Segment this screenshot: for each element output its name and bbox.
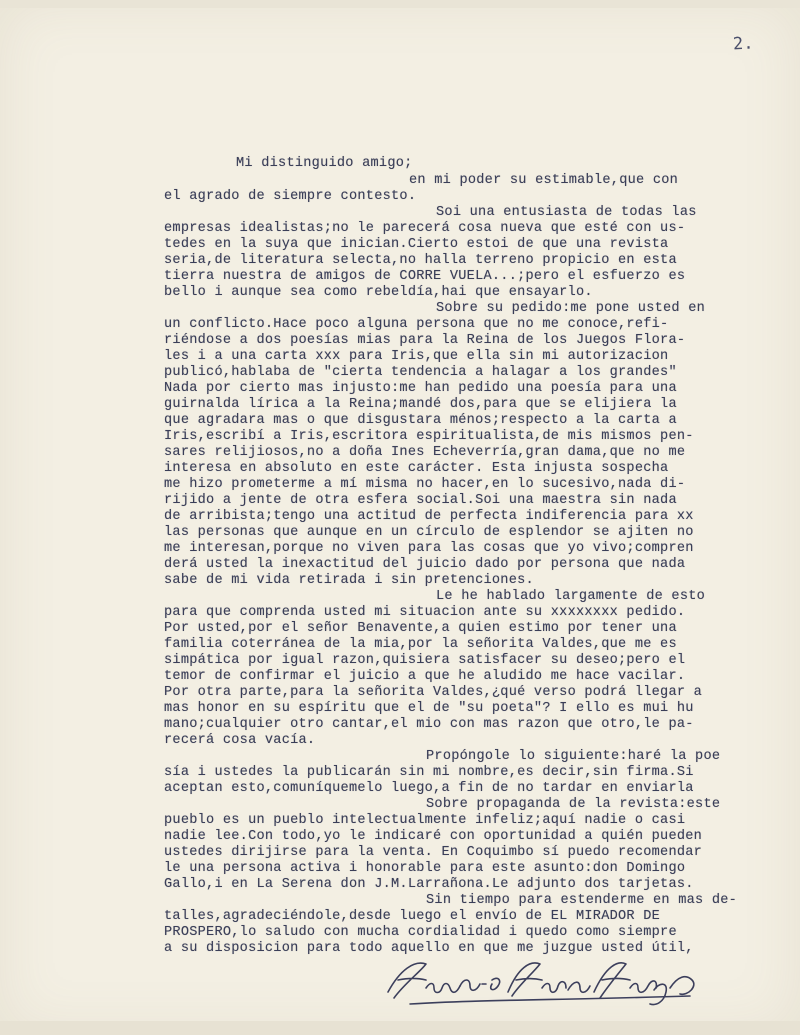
letter-line: Propóngole lo siguiente:haré la poe: [426, 749, 721, 764]
letter-line: pueblo es un pueblo intelectualmente infeliz;aquí nadie o casi: [164, 813, 686, 828]
letter-line: sía i ustedes la publicarán sin mi nombre,es decir,sin firma.Si: [164, 765, 694, 780]
letter-line: Nada por cierto mas injusto:me han pedido una poesía para una: [164, 381, 677, 396]
letter-line: tedes en la suya que inician.Cierto estoi de que una revista: [164, 237, 669, 252]
letter-line: en mi poder su estimable,que con: [409, 173, 679, 188]
letter-line: nadie lee.Con todo,yo le indicaré con oportunidad a quién pueden: [164, 829, 703, 844]
letter-line: recerá cosa vacía.: [164, 733, 316, 748]
letter-line: publicó,hablaba de "cierta tendencia a halagar a los grandes": [164, 365, 677, 380]
letter-line: simpática por igual razon,quisiera satisfacer su deseo;pero el: [164, 653, 686, 668]
letter-line: sares relijiosos,no a doña Ines Echeverría,gran dama,que no me: [164, 445, 686, 460]
letter-line: Iris,escribí a Iris,escritora espiritualista,de mis mismos pen-: [164, 429, 694, 444]
letter-line: Soi una entusiasta de todas las: [436, 205, 697, 220]
letter-line: empresas idealistas;no le parecerá cosa nueva que esté con us-: [164, 221, 686, 236]
letter-line: talles,agradeciéndole,desde luego el envío de EL MIRADOR DE: [164, 909, 661, 924]
letter-line: me hizo prometerme a mí misma no hacer,en lo sucesivo,nada di-: [164, 477, 686, 492]
page-number: 2.: [732, 33, 754, 55]
letter-line: sabe de mi vida retirada i sin pretenciones.: [164, 573, 534, 588]
letter-line: ustedes dirijirse para la venta. En Coquimbo sí puedo recomendar: [164, 845, 703, 860]
letter-line: le una persona activa i honorable para este asunto:don Domingo: [164, 861, 686, 876]
letter-line: guirnalda lírica a la Reina;mandé dos,para que se elijiera la: [164, 397, 677, 412]
letter-line: bello i aunque sea como rebeldía,hai que ensayarlo.: [164, 285, 593, 300]
letter-line: Mi distinguido amigo;: [236, 156, 413, 171]
letter-line: seria,de literatura selecta,no halla terreno propicio en esta: [164, 253, 677, 268]
letter-line: para que comprenda usted mi situacion ante su xxxxxxxx pedido.: [164, 605, 686, 620]
letter-line: las personas que aunque en un círculo de esplendor se ajiten no: [164, 525, 694, 540]
letter-line: interesa en absoluto en este carácter. Esta injusta sospecha: [164, 461, 669, 476]
letter-line: un conflicto.Hace poco alguna persona que no me conoce,refi-: [164, 317, 669, 332]
letter-line: rijido a jente de otra esfera social.Soi una maestra sin nada: [164, 493, 677, 508]
letter-line: de arribista;tengo una actitud de perfecta indiferencia para xx: [164, 509, 694, 524]
letter-line: temor de confirmar el juicio a que he aludido me hace vacilar.: [164, 669, 686, 684]
letter-line: mano;cualquier otro cantar,el mio con mas razon que otro,le pa-: [164, 717, 694, 732]
letter-line: riéndose a dos poesías mias para la Reina de los Juegos Flora-: [164, 333, 686, 348]
letter-line: el agrado de siempre contesto.: [164, 189, 417, 204]
letter-line: aceptan esto,comuníquemelo luego,a fin de no tardar en enviarla: [164, 781, 694, 796]
letter-line: Sin tiempo para estenderme en mas de-: [426, 893, 738, 908]
letter-line: Sobre su pedido:me pone usted en: [436, 301, 706, 316]
letter-line: familia coterránea de la mia,por la señorita Valdes,que me es: [164, 637, 677, 652]
letter-line: tierra nuestra de amigos de CORRE VUELA...;pero el esfuerzo es: [164, 269, 686, 284]
signature: [380, 950, 730, 1010]
letter-line: Le he hablado largamente de esto: [436, 589, 706, 604]
letter-line: Por otra parte,para la señorita Valdes,¿qué verso podrá llegar a: [164, 685, 703, 700]
letter-line: me interesan,porque no viven para las cosas que yo vivo;compren: [164, 541, 694, 556]
letter-line: les i a una carta xxx para Iris,que ella sin mi autorizacion: [164, 349, 669, 364]
letter-line: mas honor en su espíritu que el de "su poeta"? I ello es mui hu: [164, 701, 694, 716]
page-top-edge: [0, 0, 800, 8]
letter-line: que agradara mas o que disgustara ménos;respecto a la carta a: [164, 413, 677, 428]
page-bottom-edge: [0, 1021, 800, 1035]
letter-line: PROSPERO,lo saludo con mucha cordialidad i quedo como siempre: [164, 925, 677, 940]
letter-line: a su disposicion para todo aquello en que me juzgue usted útil,: [164, 941, 694, 956]
letter-line: Por usted,por el señor Benavente,a quien estimo por tener una: [164, 621, 677, 636]
letter-line: Gallo,i en La Serena don J.M.Larrañona.Le adjunto dos tarjetas.: [164, 877, 694, 892]
letter-line: Sobre propaganda de la revista:este: [426, 797, 721, 812]
letter-line: derá usted la inexactitud del juicio dado por persona que nada: [164, 557, 686, 572]
